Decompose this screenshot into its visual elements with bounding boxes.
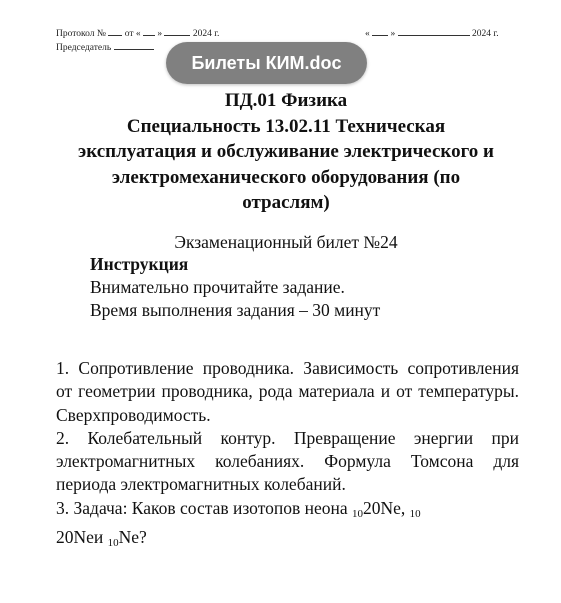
questions-list <box>56 357 519 555</box>
day-blank <box>143 26 155 36</box>
isotope-3-subscript: 10 <box>107 537 119 550</box>
approval-date-line <box>365 26 499 39</box>
instructions-line-2: Время выполнения задания – 30 минут <box>90 300 381 320</box>
ticket-number: Экзаменационный билет №24 <box>174 232 398 252</box>
instructions-line-1: Внимательно прочитайте задание. <box>90 277 345 297</box>
file-name-badge[interactable] <box>166 42 367 84</box>
question-3-text: 3. Задача: Каков состав изотопов неона <box>56 497 353 518</box>
question-2: 2. Колебательный контур. Превращение энергии при электромагнитных колебаниях. Формула Томсона для периода электромагнитных колебаний. <box>56 427 519 495</box>
month-blank <box>164 26 190 36</box>
specialty-line-3: электромеханического оборудования (по <box>111 166 461 188</box>
isotope-2: 20Neи <box>56 527 108 548</box>
close-quote-right: » <box>390 29 396 39</box>
isotope-1-subscript: 10 <box>352 507 364 520</box>
instructions-heading: Инструкция <box>90 254 189 274</box>
protocol-label: Протокол № <box>56 29 106 39</box>
specialty-line-1: Специальность 13.02.11 Техническая <box>126 115 446 137</box>
close-quote: » <box>157 29 163 39</box>
year-left: 2024 г. <box>192 29 220 39</box>
isotope-1: 20Ne, <box>363 497 410 518</box>
year-right: 2024 г. <box>472 29 499 39</box>
chairman-line <box>56 40 154 53</box>
protocol-number-blank <box>108 26 122 36</box>
from-label: от « <box>124 29 141 39</box>
question-1: 1. Сопротивление проводника. Зависимость сопротивления от геометрии проводника, рода материала и от температуры. Сверхпроводимость. <box>56 358 519 425</box>
question-3 <box>56 497 519 556</box>
chairman-label: Председатель <box>56 43 112 53</box>
chairman-blank <box>114 40 154 50</box>
approval-day-blank <box>372 26 388 36</box>
isotope-2-subscript: 10 <box>409 507 421 520</box>
protocol-line <box>56 26 219 39</box>
approval-month-blank <box>398 26 470 36</box>
open-quote-right: « <box>365 29 370 39</box>
instructions <box>90 253 380 322</box>
specialty-line-2: эксплуатация и обслуживание электрического и <box>78 141 494 162</box>
file-name: Билеты КИМ.doc <box>191 53 342 73</box>
subject-title: ПД.01 Физика <box>224 90 348 111</box>
isotope-3: Ne? <box>118 527 147 548</box>
specialty-line-4: отраслям) <box>242 192 330 213</box>
document-title <box>40 88 532 216</box>
